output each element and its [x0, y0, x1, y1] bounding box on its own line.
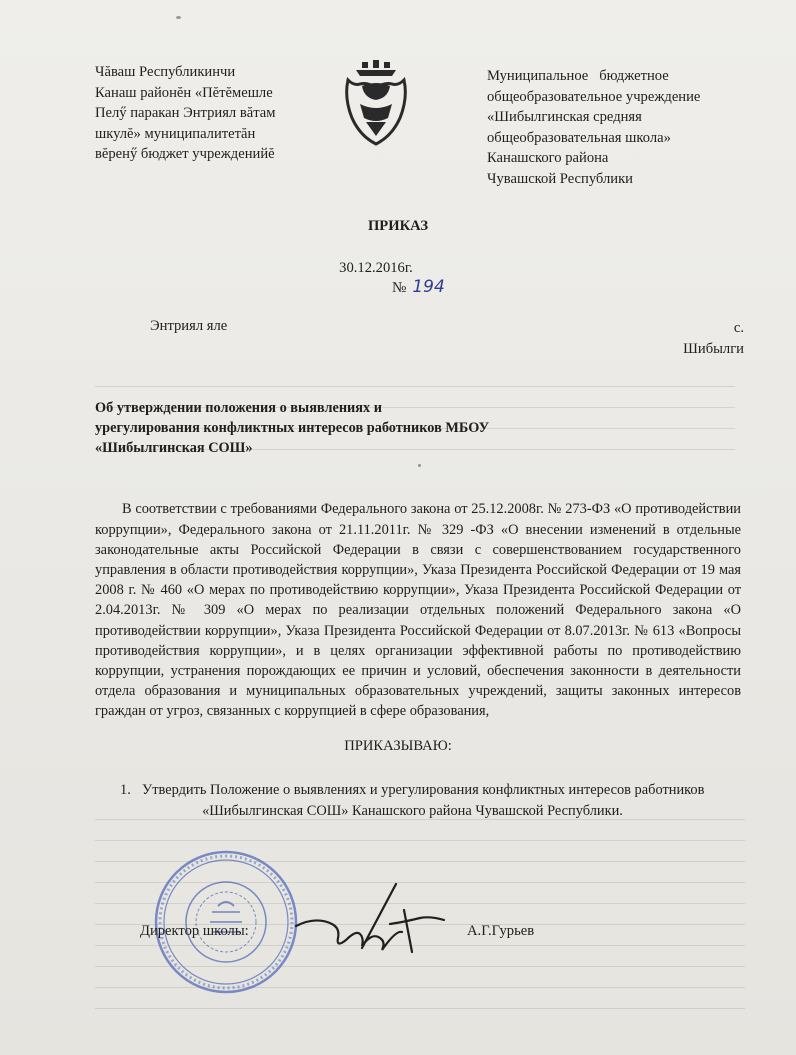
subject-line: урегулирования конфликтных интересов работников МБОУ [95, 420, 490, 436]
header-right-line: общеобразовательное учреждение [487, 88, 701, 105]
coat-of-arms-emblem [342, 60, 410, 148]
header-left-line: Пелӳ паракан Энтриял вăтам [95, 105, 276, 121]
order-directive: ПРИКАЗЫВАЮ: [344, 738, 452, 754]
document-title: ПРИКАЗ [367, 218, 429, 234]
subject-line: Об утверждении положения о выявлениях и [95, 400, 382, 416]
order-body-paragraph: В соответствии с требованиями Федерального закона от 25.12.2008г. № 273-ФЗ «О противодействии коррупции», Федерального закона от 21.11.2011г. № 329 -ФЗ «О внесении изменений в отдельные законодательные акты Российской Федерации в связи с совершенствованием государственного управления в области противодействия коррупции», Указа Президента Российской Федерации от 19 мая 2008 г. № 460 «О мерах по противодействию коррупции», Указа Президента Российской Федерации от 2.04.2013г. № 309 «О мерах по реализации отдельных положений Федерального закона «О противодействии коррупции», Указа Президента Российской Федерации от 8.07.2013г. № 613 «Вопросы противодействия коррупции», и в целях организации эффективной работы по противодействию коррупции, устранения порождающих ее причин и условий, обеспечения законности в деятельности отдела образования и муниципальных образовательных учреждений, защиты законных интересов граждан от угроз, связанных с коррупцией в сфере образования, [95, 501, 741, 720]
number-prefix: № [392, 280, 407, 296]
header-right-line: Чувашской Республики [487, 170, 633, 187]
place-right-prefix: с. [733, 320, 744, 336]
place-right-name: Шибылги [683, 341, 744, 357]
item-text-line2: «Шибылгинская СОШ» Канашского района Чувашской Республики. [202, 803, 623, 819]
header-left-line: вĕренӳ бюджет учрежденийĕ [95, 146, 275, 162]
header-right-line: общеобразовательная школа» [487, 129, 671, 146]
signatory-title: Директор школы: [140, 923, 249, 939]
header-left-line: Чăваш Республикинчи [95, 64, 236, 80]
header-right-line: Канашского района [487, 150, 609, 166]
header-left-line: Канаш районĕн «Пĕтĕмешле [95, 84, 273, 101]
item-text-line1: Утвердить Положение о выявлениях и урегулирования конфликтных интересов работников [142, 782, 705, 798]
order-item [120, 780, 745, 822]
place-left: Энтриял яле [150, 318, 228, 334]
document-number [392, 277, 445, 297]
header-right-line: Муниципальное бюджетное [487, 68, 669, 84]
place-right [683, 318, 744, 360]
subject-line: «Шибылгинская СОШ» [95, 440, 253, 456]
round-seal-stamp [152, 848, 300, 996]
header-right [487, 66, 757, 189]
item-number: 1. [120, 782, 131, 798]
signatory-name: А.Г.Гурьев [467, 923, 535, 939]
handwritten-number: 194 [412, 277, 445, 297]
header-right-line: «Шибылгинская средняя [487, 109, 642, 125]
scan-speck [418, 464, 421, 467]
scan-speck [176, 16, 181, 19]
order-subject [95, 398, 535, 458]
header-left [95, 62, 325, 165]
document-date: 30.12.2016г. [339, 260, 413, 276]
handwritten-signature [292, 880, 452, 960]
header-left-line: шкулĕ» муниципалитетăн [95, 125, 256, 142]
